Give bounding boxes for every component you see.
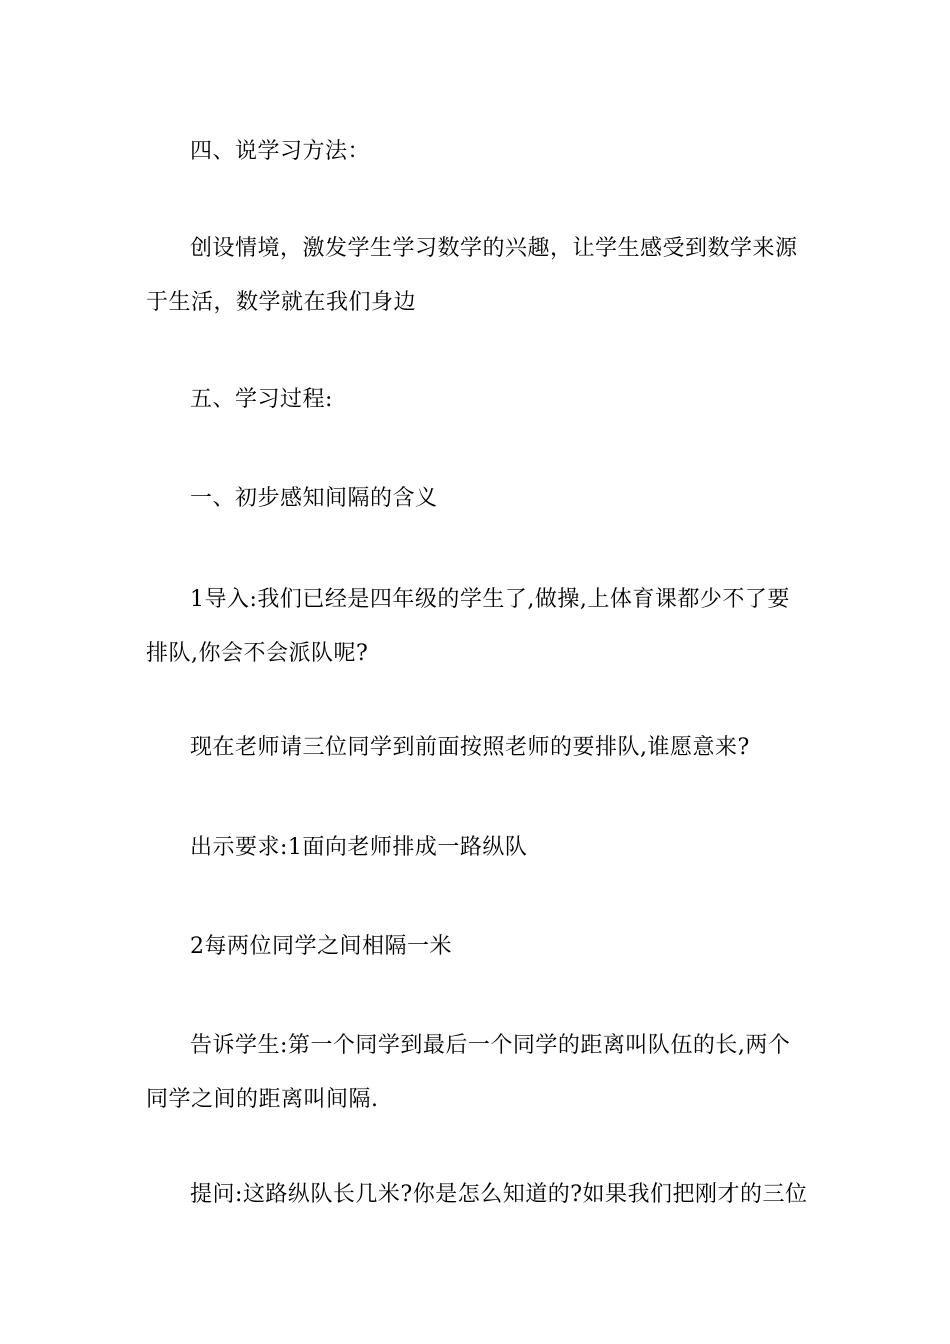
heading-learning-method: 四、说学习方法： xyxy=(190,139,371,164)
paragraph-definition: 告诉学生:第一个同学到最后一个同学的距离叫队伍的长,两个同学之间的距离叫间隔. xyxy=(146,1033,791,1112)
heading-learning-process: 五、学习过程: xyxy=(190,387,333,412)
paragraph-method-description: 创设情境，激发学生学习数学的兴趣，让学生感受到数学来源于生活，数学就在我们身边 xyxy=(146,236,798,315)
paragraph-question: 提问:这路纵队长几米?你是怎么知道的?如果我们把刚才的三位 xyxy=(190,1182,808,1207)
paragraph-introduction: 1导入:我们已经是四年级的学生了,做操,上体育课都少不了要排队,你会不会派队呢? xyxy=(146,587,790,666)
heading-interval-meaning: 一、初步感知间隔的含义 xyxy=(190,486,438,511)
paragraph-requirement-1: 出示要求:1面向老师排成一路纵队 xyxy=(190,835,528,860)
paragraph-requirement-2: 2每两位同学之间相隔一米 xyxy=(190,934,452,959)
paragraph-teacher-invitation: 现在老师请三位同学到前面按照老师的要排队,谁愿意来? xyxy=(190,735,750,760)
